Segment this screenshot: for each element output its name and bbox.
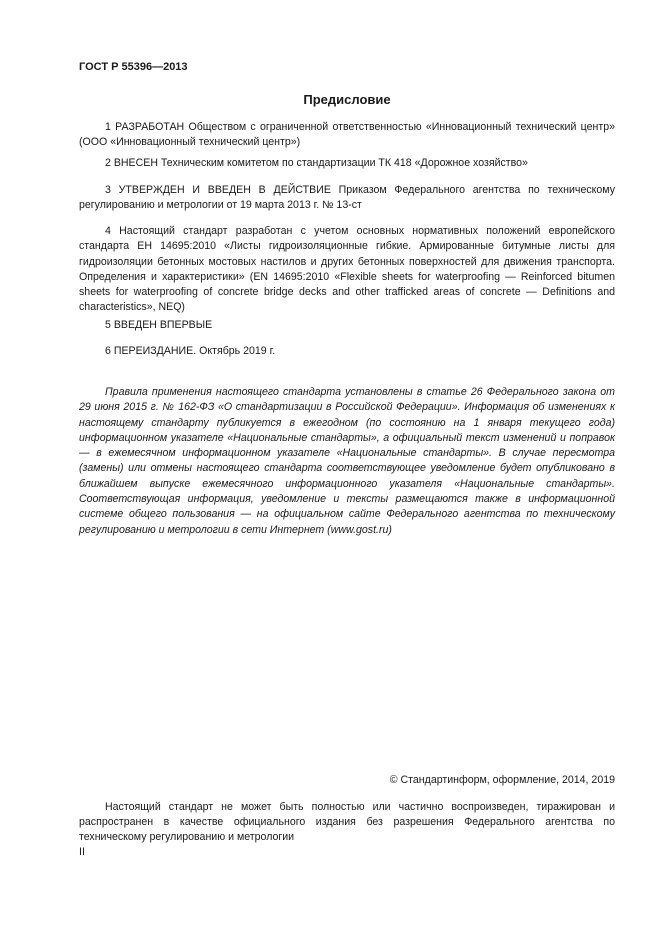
paragraph-developed-by: 1 РАЗРАБОТАН Обществом с ограниченной ответственностью «Инновационный технический центр» (ООО «Инновационный технический центр»)	[79, 121, 615, 149]
reprint-restriction-notice: Настоящий стандарт не может быть полностью или частично воспроизведен, тиражирован и распространен в качестве официального издания без разрешения Федерального агентства по техническому регулированию и метрологии	[79, 801, 615, 843]
paragraph-first-introduced: 5 ВВЕДЕН ВПЕРВЫЕ	[105, 319, 213, 331]
paragraph-introduced-by: 2 ВНЕСЕН Техническим комитетом по стандартизации ТК 418 «Дорожное хозяйство»	[105, 157, 528, 169]
copyright-line: © Стандартинформ, оформление, 2014, 2019	[389, 774, 615, 786]
paragraph-reissue: 6 ПЕРЕИЗДАНИЕ. Октябрь 2019 г.	[105, 345, 276, 357]
application-rules-notice: Правила применения настоящего стандарта установлены в статье 26 Федерального закона от 29 июня 2015 г. № 162-ФЗ «О стандартизации в Российской Федерации». Информация об изменениях к настоящему стандарту публикуется в ежегодном (по состоянию на 1 января текущего года) информационном указателе «Национальные стандарты», а официальный текст изменений и поправок — в ежемесячном информационном указателе «Национальные стандарты». В случае пересмотра (замены) или отмены настоящего стандарта соответствующее уведомление будет опубликовано в ближайшем выпуске ежемесячного информационного указателя «Национальные стандарты». Соответствующая информация, уведомление и тексты размещаются также в информационной системе общего пользования — на официальном сайте Федерального агентства по техническому регулированию и метрологии в сети Интернет (www.gost.ru)	[79, 386, 615, 536]
paragraph-approved: 3 УТВЕРЖДЕН И ВВЕДЕН В ДЕЙСТВИЕ Приказом Федерального агентства по техническому регулированию и метрологии от 19 марта 2013 г. № 13-ст	[79, 184, 615, 212]
page-number: II	[79, 846, 85, 858]
paragraph-based-on: 4 Настоящий стандарт разработан с учетом основных нормативных положений европейского стандарта ЕН 14695:2010 «Листы гидроизоляционные гибкие. Армированные битумные листы для гидроизоляции бетонных мостовых настилов и других бетонных поверхностей для движения транспорта. Определения и характеристики» (EN 14695:2010 «Flexible sheets for waterproofing — Reinforced bitumen sheets for waterproofing of concrete bridge decks and other trafficked areas of concrete — Definitions and characteristics», NEQ)	[79, 225, 615, 314]
standard-id: ГОСТ Р 55396—2013	[79, 61, 188, 73]
page-title: Предисловие	[303, 92, 391, 107]
